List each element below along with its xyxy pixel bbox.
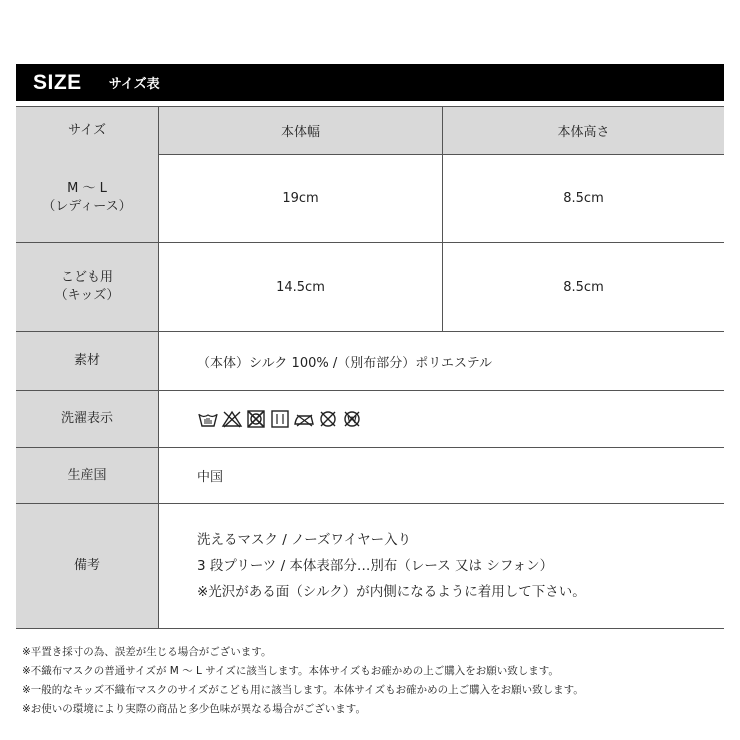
size-subname: （レディース） [42,199,132,214]
size-table [16,106,724,629]
footer-note: ※平置き採寸の為、誤差が生じる場合がございます。 [22,646,272,658]
notes-label: 備考 [16,504,159,628]
material-row [16,332,724,391]
note-line: ※光沢がある面（シルク）が内側になるように着用して下さい。 [197,584,586,600]
height-value: 8.5cm [563,279,604,295]
header-height: 本体高さ [443,107,724,154]
size-label-cell [16,243,159,331]
care-icons-cell [159,391,724,447]
table-header-row [16,106,724,155]
width-value: 19cm [159,154,443,242]
line-dry-icon [269,409,291,429]
size-name: M 〜 L [67,181,107,196]
low-iron-icon [293,409,315,429]
size-subtitle: サイズ表 [108,77,160,92]
no-bleach-icon [221,409,243,429]
care-label: 洗濯表示 [16,391,159,447]
origin-label: 生産国 [16,448,159,503]
footer-note: ※一般的なキッズ不織布マスクのサイズがこども用に該当します。本体サイズもお確かめの上ご購入をお願い致します。 [22,684,584,696]
no-tumble-dry-icon [245,409,267,429]
table-row [16,243,724,332]
size-label-cell [16,154,159,242]
material-value: （本体）シルク 100% /（別布部分）ポリエステル [197,355,493,371]
note-line: 洗えるマスク / ノーズワイヤー入り [197,532,412,548]
size-name: こども用 [60,270,113,285]
hand-wash-icon [197,409,219,429]
origin-value: 中国 [197,470,224,485]
width-value: 14.5cm [159,243,443,331]
size-subname: （キッズ） [54,288,120,303]
origin-row [16,448,724,504]
height-value: 8.5cm [563,190,604,206]
no-wet-clean-icon [341,409,363,429]
header-size: サイズ [16,107,159,154]
no-dry-clean-icon [317,409,339,429]
footer-note: ※不織布マスクの普通サイズが M 〜 L サイズに該当します。本体サイズもお確かめの上ご購入をお願い致します。 [22,665,559,677]
header-width: 本体幅 [159,107,443,154]
note-line: 3 段プリーツ / 本体表部分…別布（レース 又は シフォン） [197,558,554,574]
care-row [16,391,724,448]
size-title: SIZE [33,70,82,94]
material-label: 素材 [16,332,159,390]
size-header-bar [16,64,724,101]
notes-cell [159,504,724,628]
footer-note: ※お使いの環境により実際の商品と多少色味が異なる場合がございます。 [22,703,366,715]
notes-row [16,504,724,629]
footer-notes [22,643,584,719]
table-row [16,154,724,243]
